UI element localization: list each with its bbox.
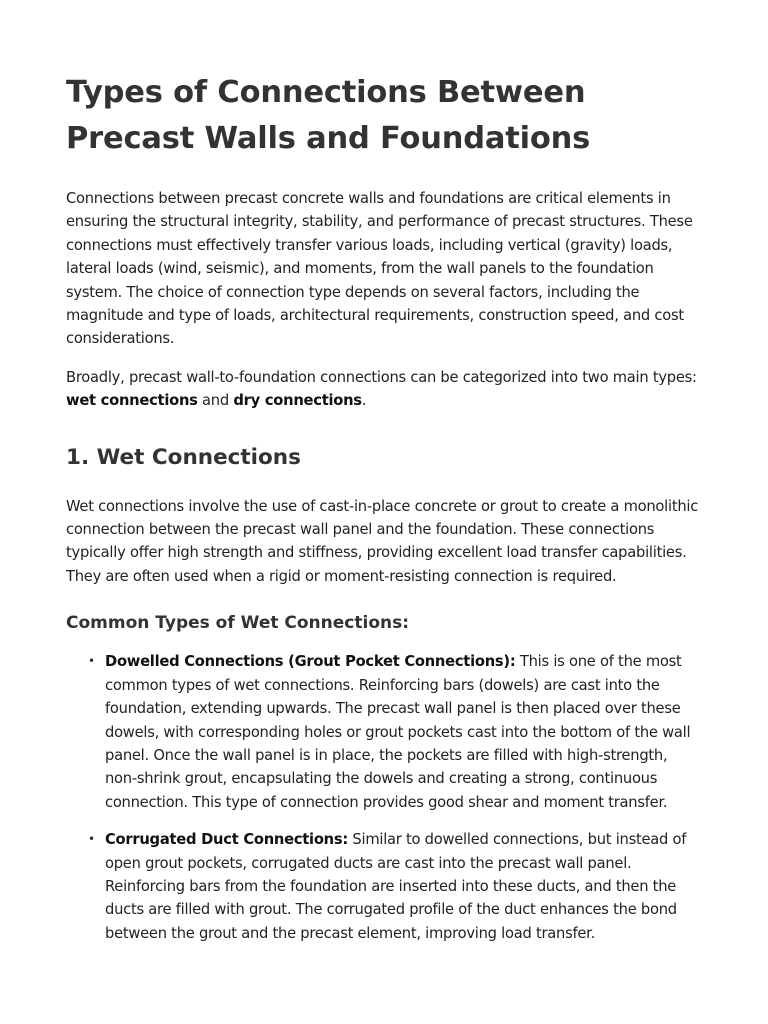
wet-connections-term: wet connections bbox=[66, 392, 198, 410]
wet-connections-heading: 1. Wet Connections bbox=[66, 444, 301, 470]
wet-connections-description: Wet connections involve the use of cast-in-place concrete or grout to create a monolithic connection between the precast wall panel and the foundation. These connections typically offer high strength and stiffness, providing excellent load transfer capabilities. They are often used when a rigid or moment-resisting connection is required. bbox=[66, 497, 699, 585]
dry-connections-term: dry connections bbox=[233, 392, 362, 410]
connection-types-paragraph bbox=[66, 366, 702, 413]
wet-connection-list bbox=[66, 650, 702, 945]
types-and-text: and bbox=[197, 392, 234, 410]
list-item bbox=[66, 650, 702, 814]
bullet-icon: • bbox=[88, 832, 95, 847]
intro-paragraph: Connections between precast concrete walls and foundations are critical elements in ensuring the structural integrity, stability, and performance of precast structures. These connections must effectively transfer various loads, including vertical (gravity) loads, lateral loads (wind, seismic), and moments, from the wall panels to the foundation system. The choice of connection type depends on several factors, including the magnitude and type of loads, architectural requirements, construction speed, and cost considerations. bbox=[66, 190, 693, 348]
list-item-text: Similar to dowelled connections, but instead of open grout pockets, corrugated ducts are cast into the precast wall panel. Reinforcing bars from the foundation are inserted into these ducts, and then the ducts are filled with grout. The corrugated profile of the duct enhances the bond between the grout and the precast element, improving load transfer. bbox=[105, 831, 687, 942]
list-item-term: Dowelled Connections (Grout Pocket Connections): bbox=[105, 653, 516, 671]
types-suffix-text: . bbox=[361, 392, 367, 410]
list-item-term: Corrugated Duct Connections: bbox=[105, 831, 349, 849]
bullet-icon: • bbox=[88, 654, 95, 669]
types-prefix-text: Broadly, precast wall-to-foundation connections can be categorized into two main types: bbox=[66, 368, 697, 386]
page-title: Types of Connections Between Precast Walls and Foundations bbox=[66, 75, 591, 156]
wet-types-subheading: Common Types of Wet Connections: bbox=[66, 613, 410, 634]
list-item-text: This is one of the most common types of wet connections. Reinforcing bars (dowels) are cast into the foundation, extending upwards. The precast wall panel is then placed over these dowels, with corresponding holes or grout pockets cast into the bottom of the wall panel. Once the wall panel is in place, the pockets are filled with high-strength, non-shrink grout, encapsulating the dowels and creating a strong, continuous connection. This type of connection provides good shear and moment transfer. bbox=[105, 653, 691, 811]
list-item bbox=[66, 828, 702, 945]
